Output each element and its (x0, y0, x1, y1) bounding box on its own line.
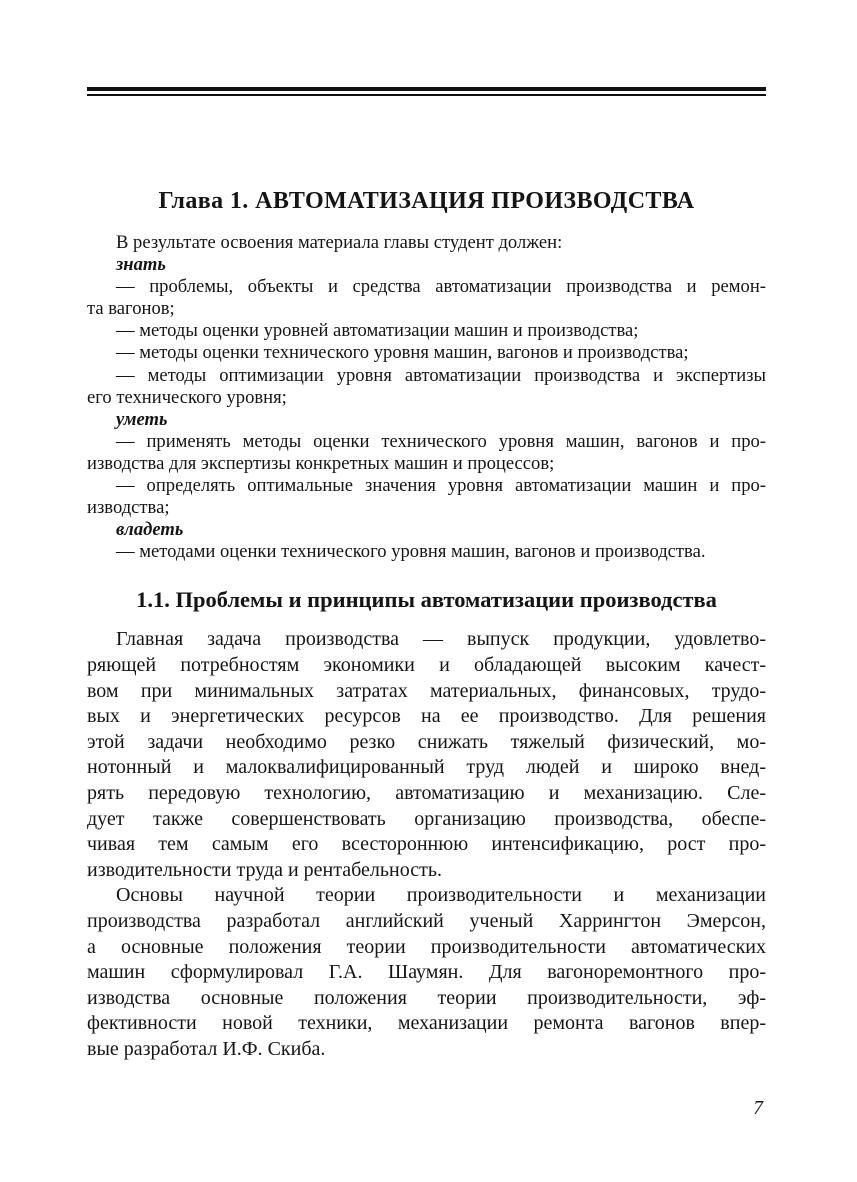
paragraph (87, 365, 766, 409)
chapter-heading: Глава 1. АВТОМАТИЗАЦИЯ ПРОИЗВОДСТВА (158, 188, 695, 214)
paragraph (87, 627, 766, 883)
text-line: ряющей потребностям экономики и обладающей высоким качест- (87, 654, 766, 676)
text-line: рять передовую технологию, автоматизацию и механизацию. Сле- (87, 781, 766, 804)
text-line: вых и энергетических ресурсов на ее производство. Для решения (87, 705, 766, 728)
text-line: — методами оценки технического уровня машин, вагонов и производства. (116, 541, 706, 563)
paragraph (87, 883, 766, 1062)
text-line: изводства; (87, 497, 170, 519)
paragraph (87, 320, 766, 342)
text-line: — методы оценки уровней автоматизации машин и производства; (116, 320, 639, 342)
text-line: та вагонов; (87, 298, 175, 320)
paragraph (87, 232, 766, 254)
text-line: производства разработал английский ученый Харрингтон Эмерсон, (87, 909, 766, 932)
text-line: — методы оптимизации уровня автоматизации производства и экспертизы (116, 364, 766, 386)
text-line: нотонный и малоквалифицированный труд людей и широко внед- (87, 756, 766, 779)
text-line: Главная задача производства — выпуск продукции, удовлетво- (116, 628, 766, 651)
text-line: В результате освоения материала главы студент должен: (116, 232, 563, 253)
text-line: Основы научной теории производительности и механизации (116, 884, 766, 907)
page-number: 7 (753, 1098, 763, 1119)
text-line: — применять методы оценки технического уровня машин, вагонов и про- (116, 430, 766, 452)
paragraph (87, 276, 766, 320)
text-line: фективности новой техники, механизации ремонта вагонов впер- (87, 1012, 766, 1035)
text-line: вом при минимальных затратах материальных, финансовых, трудо- (87, 679, 766, 702)
text-line: — проблемы, объекты и средства автоматизации производства и ремон- (116, 276, 766, 298)
paragraph (87, 541, 766, 563)
section-heading: 1.1. Проблемы и принципы автоматизации производства (136, 587, 717, 613)
text-line: изводительности труда и рентабельность. (87, 858, 442, 881)
text-line: этой задачи необходимо резко снижать тяжелый физический, мо- (87, 730, 766, 753)
text-line: — определять оптимальные значения уровня автоматизации машин и про- (116, 475, 766, 497)
paragraph (87, 475, 766, 519)
text-line: машин сформулировал Г.А. Шаумян. Для вагоноремонтного про- (87, 961, 766, 984)
text-line: вые разработал И.Ф. Скиба. (87, 1037, 326, 1060)
paragraph (87, 342, 766, 364)
text-line: изводства для экспертизы конкретных машин и процессов; (87, 452, 555, 474)
text-line: — методы оценки технического уровня машин, вагонов и производства; (116, 342, 689, 364)
text-line: его технического уровня; (87, 386, 287, 408)
paragraph (87, 431, 766, 475)
text-line: а основные положения теории производительности автоматических (87, 935, 766, 958)
text-line: дует также совершенствовать организацию производства, обеспе- (87, 807, 766, 830)
objective-term: знать (116, 254, 166, 276)
page-content (87, 96, 766, 1063)
objective-term: уметь (116, 408, 168, 430)
objective-term: владеть (116, 519, 184, 541)
text-line: чивая тем самым его всестороннюю интенсификацию, рост про- (87, 833, 766, 856)
header-double-rule (87, 87, 766, 96)
text-line: изводства основные положения теории производительности, эф- (87, 986, 766, 1009)
